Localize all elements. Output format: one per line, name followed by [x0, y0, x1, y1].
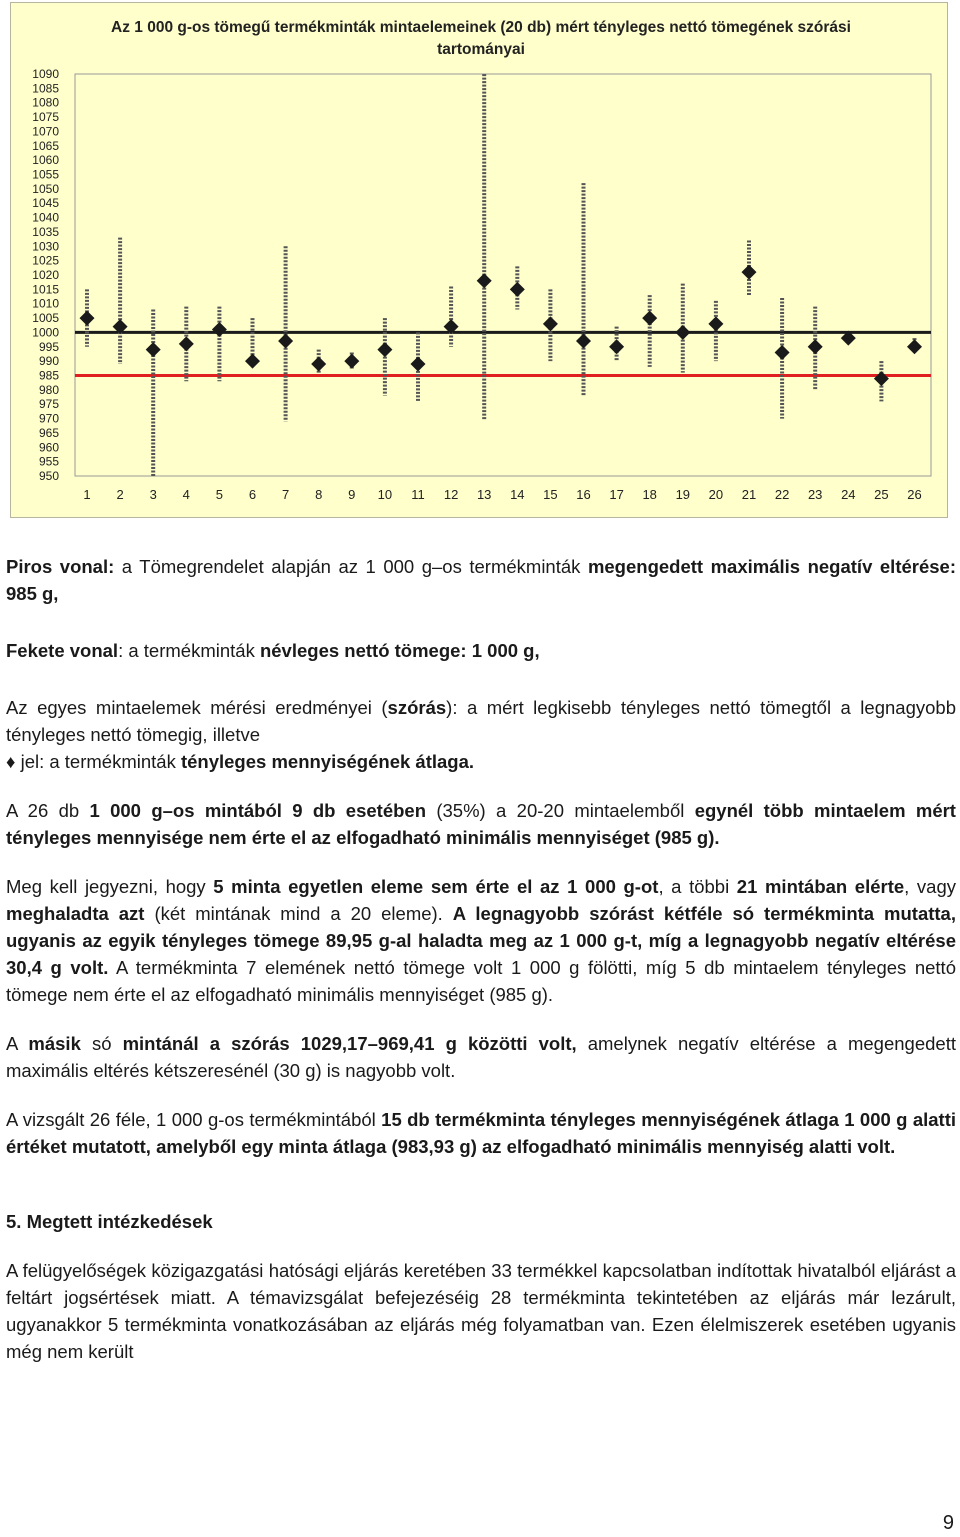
mean-marker — [411, 357, 426, 372]
x-tick-label: 13 — [476, 487, 492, 502]
x-tick-label: 8 — [315, 487, 323, 502]
y-tick-label: 980 — [38, 382, 59, 397]
mean-marker — [576, 334, 591, 349]
mean-marker — [212, 322, 227, 337]
mean-marker — [146, 342, 161, 357]
legend-red-line: Piros vonal: a Tömegrendelet alapján az 1 000 g–os termékminták megengedett maximális negatív eltérése: 985 g, — [6, 556, 956, 604]
x-tick-label: 15 — [543, 487, 558, 502]
y-tick-label: 1005 — [32, 311, 59, 326]
y-tick-label: 1035 — [32, 224, 59, 239]
y-tick-label: 950 — [38, 469, 59, 483]
y-tick-label: 1070 — [32, 124, 59, 139]
y-tick-label: 995 — [38, 339, 59, 354]
y-tick-label: 965 — [38, 425, 59, 440]
section-heading: 5. Megtett intézkedések — [6, 1211, 213, 1232]
mean-marker — [609, 339, 624, 354]
x-tick-label: 9 — [348, 487, 356, 502]
x-tick-label: 18 — [642, 487, 657, 502]
x-tick-label: 20 — [708, 487, 724, 502]
mean-marker — [907, 339, 922, 354]
chart-title: Az 1 000 g-os tömegű termékminták mintaelemeinek (20 db) mért tényleges nettó tömegének szórási tartományai — [111, 19, 851, 58]
y-tick-label: 1090 — [32, 67, 59, 81]
y-tick-label: 1040 — [32, 210, 59, 225]
mean-marker — [675, 325, 690, 340]
y-tick-label: 1065 — [32, 138, 59, 153]
y-tick-label: 1055 — [32, 167, 59, 182]
chart-panel — [10, 2, 948, 518]
mean-marker — [543, 316, 558, 331]
y-tick-label: 1020 — [32, 268, 59, 282]
x-tick-label: 10 — [377, 487, 393, 502]
x-tick-label: 5 — [215, 487, 224, 502]
x-tick-label: 7 — [281, 487, 290, 502]
range-chart — [11, 3, 947, 517]
y-tick-label: 990 — [38, 354, 59, 369]
x-tick-label: 26 — [907, 487, 922, 502]
x-tick-label: 2 — [116, 487, 124, 502]
y-tick-label: 1075 — [32, 110, 59, 125]
legend-black-line: Fekete vonal: a termékminták névleges nettó tömege: 1 000 g, — [6, 640, 540, 661]
y-tick-label: 970 — [38, 411, 59, 426]
x-tick-label: 17 — [609, 487, 624, 502]
y-tick-label: 1025 — [32, 253, 59, 268]
x-tick-label: 6 — [248, 487, 257, 502]
x-tick-label: 4 — [182, 487, 190, 502]
y-tick-label: 1010 — [32, 296, 59, 311]
mean-marker — [377, 342, 392, 357]
paragraph-averages: A vizsgált 26 féle, 1 000 g-os termékmintából 15 db termékminta tényleges mennyiségének átlaga 1 000 g alatti értéket mutatott, amelyből egy minta átlaga (983,93 g) az elfogadható minimális mennyiség alatti volt. — [6, 1109, 957, 1157]
y-tick-label: 975 — [38, 397, 59, 412]
mean-marker — [874, 371, 889, 386]
y-tick-label: 1050 — [32, 181, 59, 196]
plot-area — [75, 74, 931, 476]
mean-marker — [642, 311, 657, 326]
report-text — [6, 553, 956, 1365]
x-tick-label: 22 — [774, 487, 790, 502]
x-tick-label: 1 — [83, 487, 91, 502]
paragraph-other-sample: A másik só mintánál a szórás 1029,17–969,41 g közötti volt, amelynek negatív eltérése a megengedett maximális eltérés kétszeresénél (30 g) is nagyobb volt. — [6, 1033, 956, 1081]
paragraph-measures: A felügyelőségek közigazgatási hatósági eljárás keretében 33 termékkel kapcsolatban indítottak hivatalból eljárást a feltárt jogsértések miatt. A témavizsgálat befejezéséig 28 termékminta tekintetében az eljárás már lezárult, ugyanakkor 5 termékminta vonatkozásában az eljárás még folyamatban van. Ezen élelmiszerek esetében ugyanis még nem került — [6, 1260, 956, 1362]
x-tick-label: 23 — [807, 487, 823, 502]
x-tick-label: 24 — [841, 487, 856, 502]
mean-marker — [344, 354, 359, 369]
x-tick-label: 25 — [874, 487, 889, 502]
y-tick-label: 1030 — [32, 239, 59, 254]
mean-marker — [708, 316, 723, 331]
y-tick-label: 985 — [38, 368, 59, 383]
mean-marker — [510, 282, 525, 297]
legend-spread: Az egyes mintaelemek mérési eredményei (szórás): a mért legkisebb tényleges nettó tömegtől a legnagyobb tényleges nettó tömegig, illetve ♦ jel: a termékminták tényleges mennyiségének átlaga. — [6, 697, 956, 772]
paragraph-notes: Meg kell jegyezni, hogy 5 minta egyetlen eleme sem érte el az 1 000 g-ot, a többi 21 mintában elérte, vagy meghaladta azt (két mintának mind a 20 eleme). A legnagyobb szórást kétféle só termékminta mutatta, ugyanis az egyik tényleges tömege 89,95 g-al haladta meg az 1 000 g-t, míg a legnagyobb negatív eltérése 30,4 g volt. A termékminta 7 elemének nettó tömege volt 1 000 g fölötti, míg 5 db mintaelem tényleges nettó tömege nem érte el az elfogadható minimális mennyiséget (985 g). — [6, 876, 956, 1005]
mean-marker — [311, 357, 326, 372]
y-tick-label: 960 — [38, 440, 59, 455]
mean-marker — [742, 265, 757, 280]
mean-marker — [80, 311, 95, 326]
y-tick-label: 1080 — [32, 95, 59, 110]
x-tick-label: 16 — [576, 487, 591, 502]
mean-marker — [808, 339, 823, 354]
mean-marker — [278, 334, 293, 349]
y-tick-label: 1060 — [32, 153, 59, 168]
paragraph-results: A 26 db 1 000 g–os mintából 9 db esetében (35%) a 20-20 mintaelemből egynél több mintaelem mért tényleges mennyisége nem érte el az elfogadható minimális mennyiséget (985 g). — [6, 800, 956, 848]
y-tick-label: 955 — [38, 454, 59, 469]
x-tick-label: 12 — [443, 487, 459, 502]
y-tick-label: 1015 — [32, 282, 59, 297]
mean-marker — [775, 345, 790, 360]
mean-marker — [477, 273, 492, 288]
x-tick-label: 14 — [510, 487, 525, 502]
mean-marker — [179, 336, 194, 351]
y-tick-label: 1085 — [32, 81, 59, 96]
x-tick-label: 21 — [741, 487, 757, 502]
x-tick-label: 11 — [411, 487, 425, 502]
x-tick-label: 19 — [675, 487, 691, 502]
mean-marker — [245, 354, 260, 369]
y-tick-label: 1000 — [32, 325, 59, 340]
page-number: 9 — [942, 1512, 954, 1534]
y-tick-label: 1045 — [32, 196, 59, 211]
x-tick-label: 3 — [149, 487, 157, 502]
